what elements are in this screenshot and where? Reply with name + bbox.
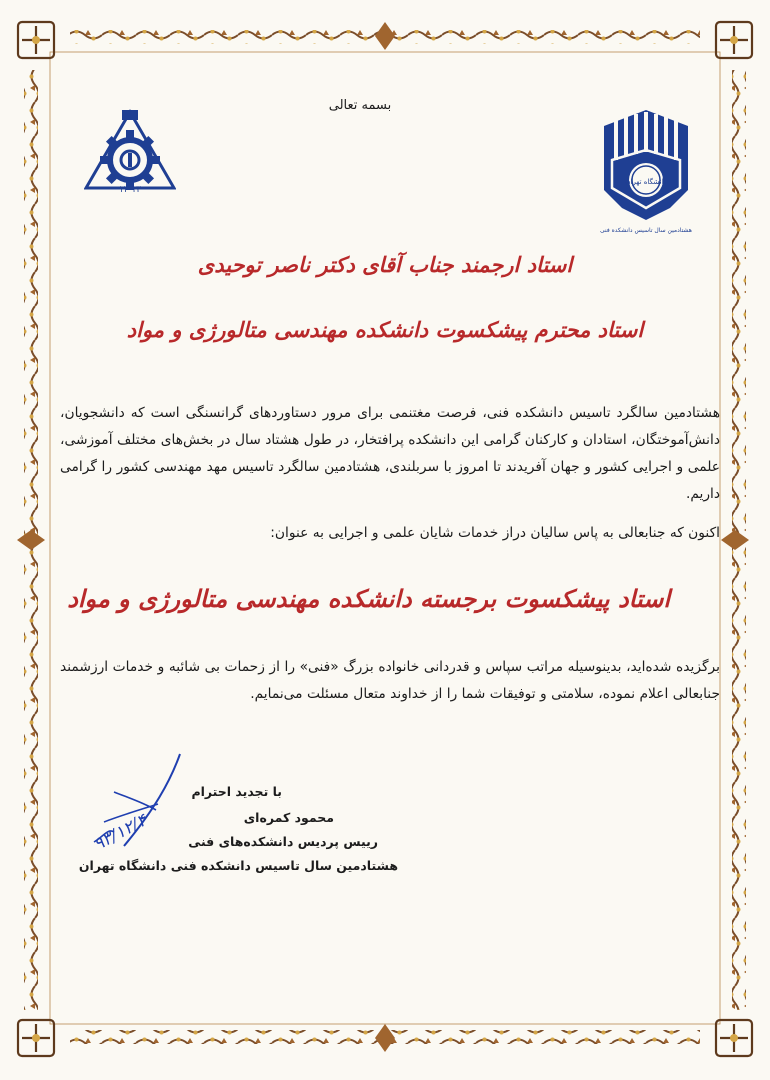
- event-name: هشتادمین سال تاسیس دانشکده فنی دانشگاه تهران: [78, 858, 398, 873]
- basmala-heading: بسمه تعالی: [328, 98, 392, 113]
- recipient-position: استاد محترم پیشکسوت دانشکده مهندسی متالورژی و مواد: [126, 317, 644, 342]
- signatory-title: رییس پردیس دانشکده‌های فنی: [188, 834, 378, 849]
- logo-university-text: دانشگاه تهران: [625, 178, 667, 186]
- faculty-gear-logo: [84, 108, 176, 194]
- body-paragraph-2: اکنون که جنابعالی به پاس سالیان دراز خدمات شایان علمی و اجرایی به عنوان:: [270, 525, 720, 541]
- signatory-name: محمود کمره‌ای: [243, 810, 334, 825]
- body-paragraph-1: هشتادمین سالگرد تاسیس دانشکده فنی، فرصت مغتنمی برای مرور دستاوردهای گرانسنگی است که دانشجویان، دانش‌آموختگان، استادان و کارکنان گرامی این دانشکده پرافتخار، در طول هشتاد سال در بخش‌های مختلف آموزشی، علمی و اجرایی کشور و جهان آفریدند تا امروز با سربلندی، هشتادمین سالگرد تاسیس مهد مهندسی کشور را گرامی داریم.: [60, 405, 720, 502]
- logo-caption: هشتادمین سال تاسیس دانشکده فنی: [600, 227, 692, 234]
- handwritten-date: ۹۳/۱۲/۴: [90, 810, 151, 855]
- body-paragraph-3: برگزیده شده‌اید، بدینوسیله مراتب سپاس و قدردانی خانواده بزرگ «فنی» را از زحمات بی شائبه و خدمات ارزشمند جنابعالی اعلام نموده، سلامتی و توفیقات شما را از خداوند متعال مسئلت می‌نمایم.: [60, 659, 720, 702]
- signature-closing: با تجدید احترام: [191, 784, 282, 799]
- university-of-tehran-logo: [598, 106, 694, 242]
- handwritten-signature: [84, 752, 194, 862]
- recipient-name: استاد ارجمند جناب آقای دکتر ناصر توحیدی: [197, 252, 573, 277]
- logo-numbers: ۱۳ ۱۳: [118, 185, 142, 194]
- award-title: استاد پیشکسوت برجسته دانشکده مهندسی متالورژی و مواد: [67, 584, 670, 613]
